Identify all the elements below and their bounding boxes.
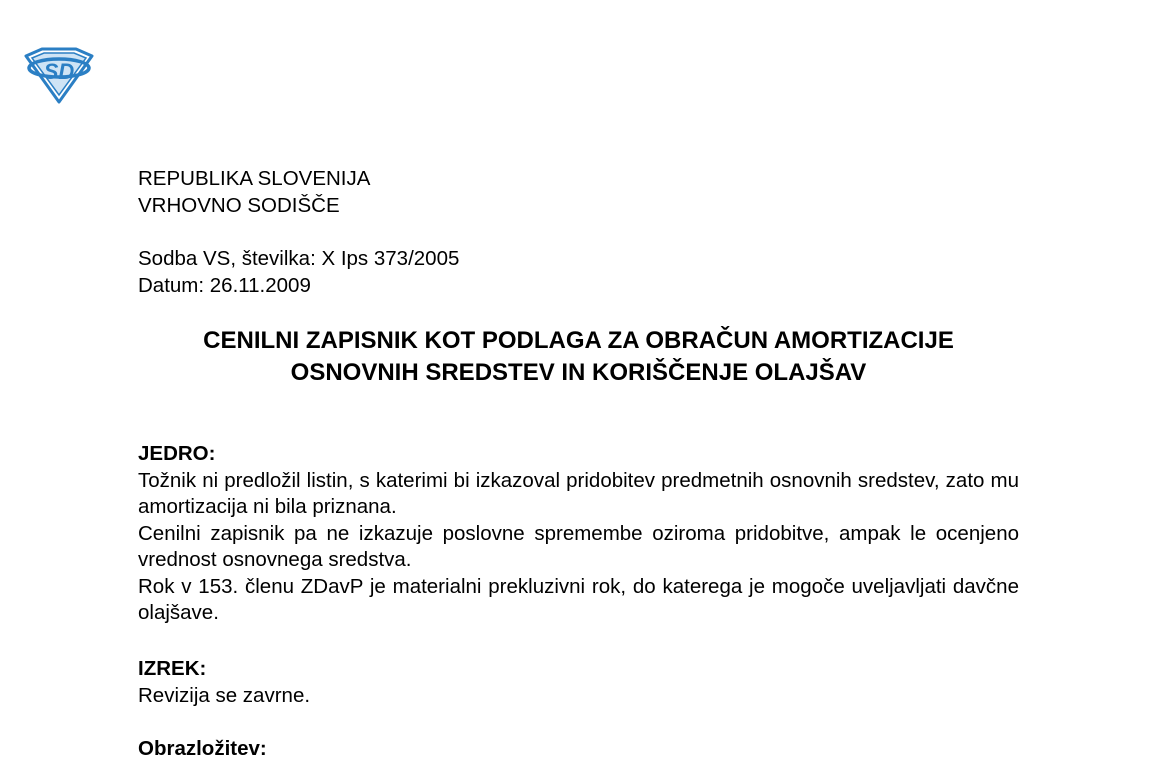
sd-shield-logo-icon xyxy=(22,46,96,104)
document-meta xyxy=(138,245,459,299)
logo-text: SD xyxy=(43,59,75,84)
title-line-1: CENILNI ZAPISNIK KOT PODLAGA ZA OBRAČUN AMORTIZACIJE xyxy=(203,327,954,354)
country-name: REPUBLIKA SLOVENIJA xyxy=(138,167,371,190)
case-number: Sodba VS, številka: X Ips 373/2005 xyxy=(138,247,460,270)
obrazlozitev-section xyxy=(138,736,1019,763)
izrek-heading: IZREK: xyxy=(138,657,207,680)
court-logo xyxy=(22,46,96,104)
jedro-heading: JEDRO: xyxy=(138,442,216,465)
jedro-paragraph: Tožnik ni predložil listin, s katerimi bi izkazoval pridobitev predmetnih osnovnih sredstev, zato mu amortizacija ni bila priznana. xyxy=(138,468,1019,518)
court-name: VRHOVNO SODIŠČE xyxy=(138,194,340,217)
izrek-section xyxy=(138,656,1019,709)
izrek-text: Revizija se zavrne. xyxy=(138,683,311,707)
jedro-section xyxy=(138,441,1019,627)
document-header xyxy=(138,165,370,219)
jedro-paragraph: Cenilni zapisnik pa ne izkazuje poslovne spremembe oziroma pridobitve, ampak le ocenjeno vrednost osnovnega sredstva. xyxy=(138,521,1019,571)
obrazlozitev-heading: Obrazložitev: xyxy=(138,737,267,760)
title-line-2: OSNOVNIH SREDSTEV IN KORIŠČENJE OLAJŠAV xyxy=(290,359,867,386)
document-title xyxy=(138,325,1019,389)
judgment-date: Datum: 26.11.2009 xyxy=(138,274,311,297)
jedro-paragraph: Rok v 153. členu ZDavP je materialni prekluzivni rok, do katerega je mogoče uveljavljati davčne olajšave. xyxy=(138,574,1019,624)
